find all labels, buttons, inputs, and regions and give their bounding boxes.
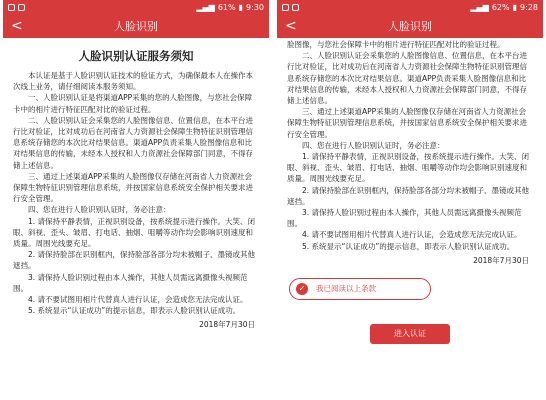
nav-bar	[277, 14, 543, 38]
phone-screen-right	[277, 0, 543, 400]
clock: 9:30	[246, 2, 264, 12]
paragraph: 本认证是基于人脸识别认证技术的验证方式，为确保最本人在操作本次线上业务，请仔细阅读本服务须知。	[13, 71, 253, 92]
paragraph: 4. 请不要试图用相片代替真人进行认证，会造成您无法完成认证。	[302, 230, 522, 240]
status-bar	[277, 0, 543, 14]
back-button[interactable]	[11, 17, 23, 35]
battery-level: 62%	[491, 2, 510, 12]
terms-content[interactable]	[3, 38, 269, 330]
nav-bar	[3, 14, 269, 38]
paragraph: 脸图像，与您社会保障卡中的相片进行特征匹配对比的验证过程。	[287, 40, 505, 49]
signal-icon: ▂▄▆	[470, 2, 489, 12]
notification-icon	[8, 4, 15, 11]
terms-content[interactable]	[277, 38, 543, 344]
document-date: 2018年7月30日	[473, 255, 529, 265]
battery-icon: ▮	[238, 2, 244, 12]
paragraph: 3. 请保持人脸识别过程由本人操作，其他人员需远离摄像头视频范围。	[287, 208, 522, 229]
page-title: 人脸识别	[114, 20, 158, 33]
paragraph: 二、人脸识别认证会采集您的人脸图像信息、位置信息，在本平台进行比对验证，比对成功后在河南省人力资源社会保障生物特征识别管理信息系统存储您的本次比对结果信息。渠道APP负责采集人脸图像信息和比对结果信息的传输，未经本人授权和人力资源社会保障部门同意，不得存储上述信息。	[287, 51, 527, 106]
paragraph: 三、通过上述渠道APP采集的人脸图像仅存储在河南省人力资源社会保障生物特征识别管理信息系统，并按国家信息系统安全保护相关要求进行安全管理。	[13, 171, 253, 204]
chevron-left-icon: <	[11, 18, 23, 34]
paragraph: 3. 请保持人脸识别过程由本人操作，其他人员需远离摄像头视频范围。	[13, 272, 248, 293]
paragraph: 一、人脸识别认证是将渠道APP采集的您的人脸图像，与您社会保障卡中的相片进行特征匹配对比的验证过程。	[13, 93, 253, 114]
paragraph: 二、人脸识别认证会采集您的人脸图像信息、位置信息，在本平台进行比对验证，比对成功后在河南省人力资源社会保障生物特征识别管理信息系统存储您的本次比对结果信息。渠道APP负责采集人脸图像信息和比对结果信息的传输，未经本人授权和人力资源社会保障部门同意，不得存储上述信息。	[13, 115, 253, 170]
document-title: 人脸识别认证服务须知	[78, 49, 194, 63]
page-title: 人脸识别	[388, 20, 432, 33]
check-circle-icon: ✓	[296, 283, 308, 295]
clock: 9:28	[520, 2, 538, 12]
battery-level: 61%	[217, 2, 236, 12]
paragraph: 四、您在进行人脸识别认证时，务必注意：	[28, 205, 171, 215]
chevron-left-icon: <	[285, 18, 297, 34]
agree-checkbox[interactable]	[289, 278, 431, 300]
paragraph: 四、您在进行人脸识别认证时，务必注意：	[302, 140, 445, 150]
status-bar	[3, 0, 269, 14]
paragraph: 1. 请保持平静表情，正视识别设备，按系统提示进行操作。大笑、闭眼、斜视、歪头、皱眉、打电话、抽烟、咀嚼等动作均会影响识别速度和质量。周围光线要充足。	[13, 216, 256, 249]
enter-verification-button[interactable]: 进入认证	[370, 324, 450, 344]
paragraph: 5. 系统显示“认证成功”的提示信息，即表示人脸识别认证成功。	[302, 241, 515, 251]
paragraph: 5. 系统显示“认证成功”的提示信息，即表示人脸识别认证成功。	[28, 306, 241, 316]
notification-icon	[282, 4, 289, 11]
paragraph: 1. 请保持平静表情，正视识别设备，按系统提示进行操作。大笑、闭眼、斜视、歪头、皱眉、打电话、抽烟、咀嚼等动作均会影响识别速度和质量。周围光线要充足。	[287, 152, 530, 184]
notification-icon	[18, 4, 25, 11]
agree-label: 我已阅读以上条款	[316, 284, 376, 294]
signal-icon: ▂▄▆	[196, 2, 215, 12]
paragraph: 4. 请不要试图用相片代替真人进行认证，会造成您无法完成认证。	[28, 295, 248, 305]
paragraph: 三、通过上述渠道APP采集的人脸图像仅存储在河南省人力资源社会保障生物特征识别管理信息系统，并按国家信息系统安全保护相关要求进行安全管理。	[287, 107, 527, 139]
document-date: 2018年7月30日	[199, 320, 255, 330]
battery-icon: ▮	[512, 2, 518, 12]
paragraph: 2. 请保持脸部在识别框内，保持脸部各部分均未被帽子、墨镜或其他遮挡。	[287, 185, 530, 206]
notification-icon	[292, 4, 299, 11]
paragraph: 2. 请保持脸部在识别框内，保持脸部各部分均未被帽子、墨镜或其他遮挡。	[13, 250, 256, 271]
phone-screen-left	[3, 0, 269, 400]
back-button[interactable]	[285, 17, 297, 35]
